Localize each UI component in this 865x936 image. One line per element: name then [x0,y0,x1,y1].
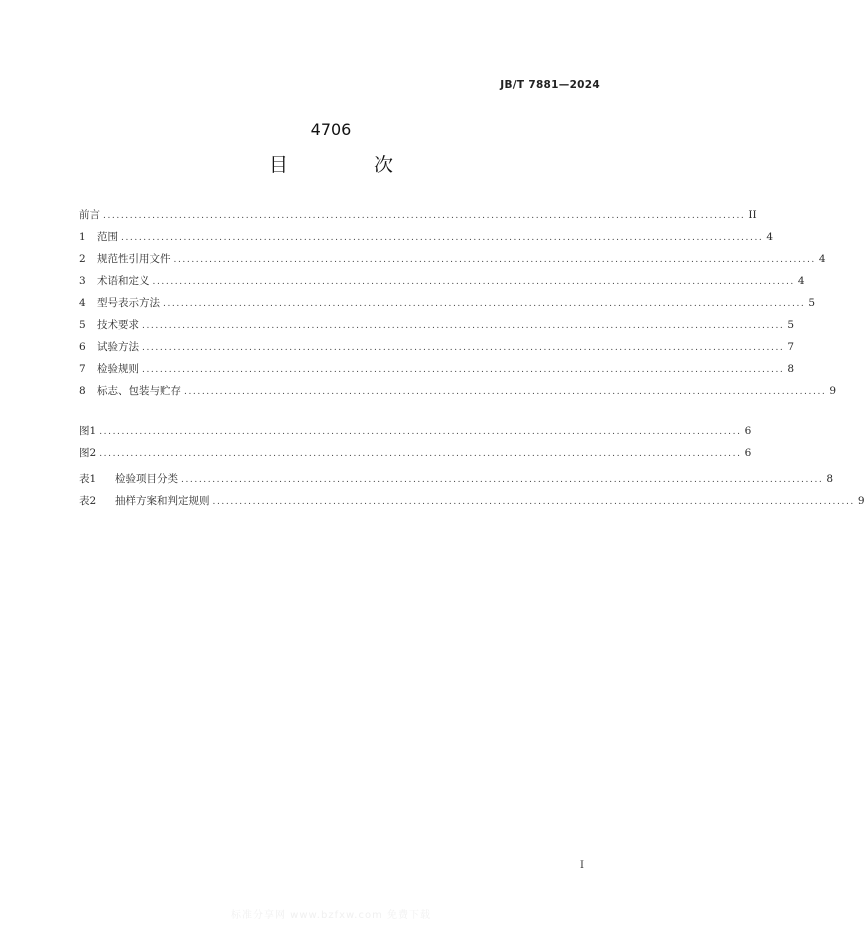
leader-dots: ................................................................................................................................................ [99,449,742,459]
toc-entry-label: 技术要求 [97,319,139,331]
standard-number: JB/T 7881—2024 [500,79,600,91]
toc-entry-label: 型号表示方法 [97,297,160,309]
leader-dots: ................................................................................................................................................ [121,233,764,243]
leader-dots: ................................................................................................................................................ [184,387,827,397]
leader-dots: ................................................................................................................................................ [163,299,806,309]
toc-entry-6[interactable] [79,336,795,358]
toc-entry-page: 9 [829,385,837,397]
leader-dots: ................................................................................................................................................ [142,365,785,375]
toc-entry-label: 检验规则 [97,363,139,375]
leader-dots: ................................................................................................................................................ [152,277,795,287]
toc-entry-figure-1[interactable] [79,420,752,442]
toc-sections [79,204,837,402]
toc-entry-page: 5 [787,319,795,331]
toc-entry-8[interactable] [79,380,837,402]
leader-dots: ................................................................................................................................................ [142,343,785,353]
toc-entry-page: II [748,209,757,221]
toc-entry-page: 4 [818,253,826,265]
toc-entry-label: 术语和定义 [97,275,150,287]
toc-entry-table-2[interactable] [79,490,865,512]
toc-entry-page: 8 [787,363,795,375]
leader-dots: ................................................................................................................................................ [173,255,816,265]
toc-entry-number: 表2 [79,495,97,507]
toc-entry-page: 8 [826,473,834,485]
toc-entry-foreword[interactable] [79,204,757,226]
toc-entry-number: 2 [79,253,86,265]
toc-entry-5[interactable] [79,314,795,336]
toc-entry-7[interactable] [79,358,795,380]
leader-dots: ................................................................................................................................................ [212,497,855,507]
toc-entry-page: 6 [744,447,752,459]
toc-entry-number: 1 [79,231,86,243]
toc-title: 目 次 [268,154,434,176]
watermark: 标准分享网 www.bzfxw.com 免费下载 [231,910,431,921]
toc-entry-label: 图1 [79,425,97,437]
toc-entry-table-1[interactable] [79,468,834,490]
toc-entry-number: 3 [79,275,86,287]
toc-entry-label: 标志、包装与贮存 [97,385,181,397]
page-folio: I [580,860,584,871]
leader-dots: ................................................................................................................................................ [142,321,785,331]
toc-entry-2[interactable] [79,248,826,270]
toc-entry-label: 检验项目分类 [115,473,178,485]
toc-entry-label: 规范性引用文件 [97,253,171,265]
toc-entry-number: 8 [79,385,86,397]
toc-entry-label: 抽样方案和判定规则 [115,495,210,507]
toc-entry-page: 4 [797,275,805,287]
toc-entry-4[interactable] [79,292,816,314]
toc-entry-page: 4 [766,231,774,243]
toc-figures [79,420,752,464]
toc-entry-page: 7 [787,341,795,353]
toc-entry-number: 表1 [79,473,97,485]
toc-entry-number: 7 [79,363,86,375]
leader-dots: ................................................................................................................................................ [99,427,742,437]
toc-entry-1[interactable] [79,226,774,248]
toc-entry-number: 4 [79,297,86,309]
toc-entry-label: 范围 [97,231,118,243]
document-code: 4706 [310,120,352,139]
toc-entry-figure-2[interactable] [79,442,752,464]
leader-dots: ................................................................................................................................................ [103,211,746,221]
toc-tables [79,468,865,512]
toc-entry-page: 5 [808,297,816,309]
toc-entry-label: 试验方法 [97,341,139,353]
toc-entry-page: 6 [744,425,752,437]
leader-dots: ................................................................................................................................................ [181,475,824,485]
toc-entry-3[interactable] [79,270,805,292]
toc-entry-page: 9 [857,495,865,507]
toc-entry-label: 图2 [79,447,97,459]
toc-entry-label: 前言 [79,209,100,221]
toc-entry-number: 6 [79,341,86,353]
toc-entry-number: 5 [79,319,86,331]
